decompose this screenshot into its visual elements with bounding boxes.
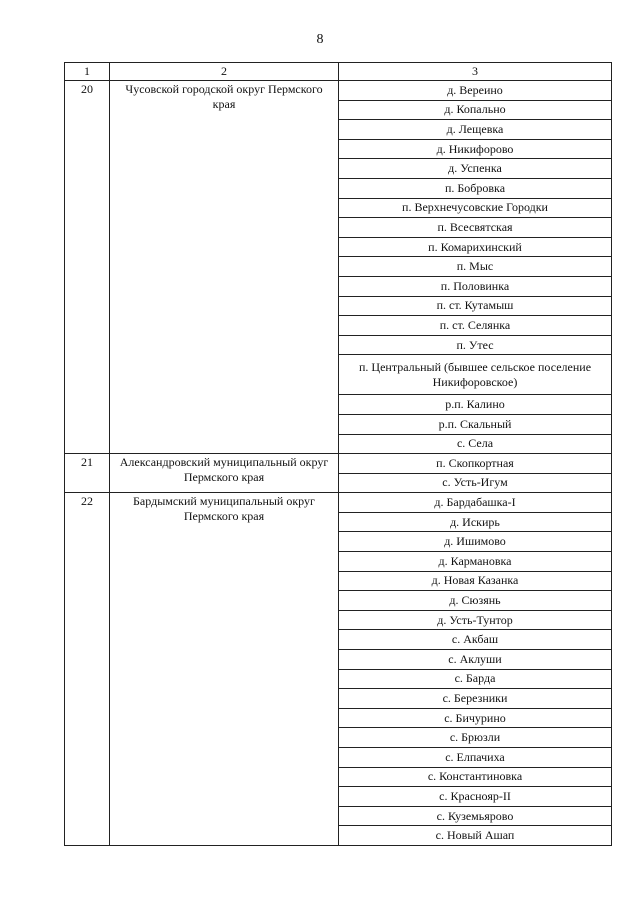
settlement-name: с. Брюзли (339, 728, 612, 748)
settlement-name: с. Аклуши (339, 650, 612, 670)
settlement-name: д. Сюзянь (339, 591, 612, 611)
settlement-name: п. Комарихинский (339, 237, 612, 257)
page-number: 8 (316, 32, 324, 47)
settlement-name: с. Березники (339, 689, 612, 709)
settlement-name: п. Утес (339, 335, 612, 355)
settlement-name: д. Усть-Тунтор (339, 610, 612, 630)
settlement-name: с. Константиновка (339, 767, 612, 787)
settlement-name: д. Никифорово (339, 139, 612, 159)
settlement-name: д. Бардабашка-I (339, 493, 612, 513)
settlement-name: п. Верхнечусовские Городки (339, 198, 612, 218)
settlement-name: п. ст. Селянка (339, 316, 612, 336)
district-name: Чусовской городской округ Пермского края (110, 81, 339, 454)
district-number: 22 (65, 493, 110, 846)
settlement-name: п. Половинка (339, 276, 612, 296)
settlement-name: п. ст. Кутамыш (339, 296, 612, 316)
settlement-name: с. Усть-Игум (339, 473, 612, 493)
settlement-name: д. Ишимово (339, 532, 612, 552)
settlement-name: п. Центральный (бывшее сельское поселение Никифоровское) (339, 355, 612, 395)
table-header-row (65, 63, 612, 81)
settlement-name: с. Акбаш (339, 630, 612, 650)
settlement-name: п. Всесвятская (339, 218, 612, 238)
settlements-table (64, 62, 612, 846)
district-number: 21 (65, 454, 110, 493)
settlement-name: р.п. Скальный (339, 414, 612, 434)
settlement-name: д. Искирь (339, 512, 612, 532)
district-name: Бардымский муниципальный округ Пермского края (110, 493, 339, 846)
header-cell-3: 3 (339, 63, 612, 81)
table-row (65, 454, 612, 474)
settlement-name: с. Елпачиха (339, 748, 612, 768)
settlement-name: с. Барда (339, 669, 612, 689)
table-row (65, 493, 612, 513)
settlement-name: с. Села (339, 434, 612, 454)
district-name: Александровский муниципальный округ Пермского края (110, 454, 339, 493)
settlement-name: с. Бичурино (339, 708, 612, 728)
header-cell-1: 1 (65, 63, 110, 81)
header-cell-2: 2 (110, 63, 339, 81)
settlement-name: с. Краснояр-II (339, 787, 612, 807)
settlement-name: с. Куземьярово (339, 806, 612, 826)
settlement-name: д. Успенка (339, 159, 612, 179)
settlement-name: д. Лещевка (339, 120, 612, 140)
table-row (65, 81, 612, 101)
settlement-name: д. Новая Казанка (339, 571, 612, 591)
settlement-name: д. Копально (339, 100, 612, 120)
settlement-name: р.п. Калино (339, 395, 612, 415)
settlement-name: д. Кармановка (339, 552, 612, 572)
settlement-name: п. Скопкортная (339, 454, 612, 474)
district-number: 20 (65, 81, 110, 454)
settlement-name: п. Бобровка (339, 178, 612, 198)
settlement-name: п. Мыс (339, 257, 612, 277)
settlement-name: с. Новый Ашап (339, 826, 612, 846)
settlement-name: д. Вереино (339, 81, 612, 101)
